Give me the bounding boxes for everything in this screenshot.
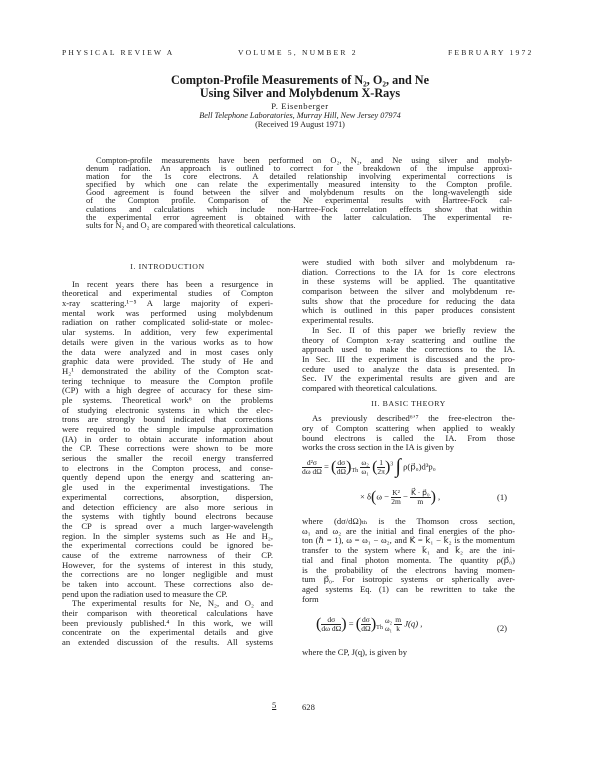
text-line: transfer to the system where k⃗₁ and k⃗₂ are the ini-: [302, 546, 515, 556]
text-line: Compton-profile measurements have been performed on O₂, N₂, and Ne using silver and molyb-: [96, 157, 512, 165]
left-column: [62, 262, 273, 648]
text-line: tum p⃗₀. For isotropic systems or spherically aver-: [302, 575, 515, 585]
text-line: In recent years there has been a resurgence in: [72, 279, 273, 289]
eq2-m-denominator: k: [396, 624, 401, 634]
eq1-delta-omega: ω −: [376, 491, 390, 502]
text-line: ular systems. In addition, very few experimental: [62, 328, 273, 338]
eq1-k2-numerator: K²: [392, 488, 400, 498]
equation-1-number: (1): [496, 492, 507, 503]
right-column: [302, 258, 515, 658]
eq2-profile: J(q) ,: [404, 618, 423, 629]
eq1-kp-numerator: K⃗ · p⃗₀: [411, 488, 430, 498]
eq1-thomson-denominator: dΩ: [336, 467, 346, 477]
text-line: were studied with both silver and molybdenum ra-: [302, 258, 515, 267]
text-line: the corrections are no longer negligible and must: [62, 570, 273, 580]
text-line: an extended discussion of the results. All systems: [62, 638, 273, 648]
text-line: ω₁ and ω₂ are the initial and final energies of the pho-: [302, 526, 515, 536]
text-line: culations and calculations which include non-Hartree-Fock correlation effects show that within: [86, 205, 512, 214]
text-line: serious the smaller the recoil energy transferred: [62, 454, 273, 464]
text-line: x-ray scattering.¹⁻⁵ A large majority of experi-: [62, 299, 273, 309]
text-line: compared with theoretical calculations.: [302, 383, 438, 393]
text-line: the systems with tightly bound electrons because: [62, 512, 273, 522]
received-date: (Received 19 August 1971): [255, 120, 345, 129]
text-line: approach used to make the corrections to the IA.: [302, 345, 515, 355]
eq1-thomson-numerator: dσ: [337, 458, 346, 468]
equation-1-line-2: × δ(ω − $\frac{\text{K²}}{2m}$ − $\frac{\text{K⃗ · p⃗₀}}{m}$ ) , (1): [360, 488, 507, 507]
text-line: form: [302, 594, 319, 604]
eq2-lhs-numerator: dσ: [321, 616, 341, 625]
text-line: experimental corrections, absorption, dispersion,: [62, 492, 273, 502]
text-line: theory of Compton x-ray scattering and outline the: [302, 335, 515, 345]
equation-2-number: (2): [496, 623, 507, 634]
text-line: details were given in the various works as to how: [62, 337, 273, 347]
text-line: comparison between the silver and molybdenum re-: [302, 287, 515, 297]
text-line: In Sec. III the experiment is discussed and the pro-: [302, 354, 515, 364]
text-line: bound electrons is called the IA. From those: [302, 433, 515, 443]
text-line: diation. Corrections to the IA for 1s core electrons: [302, 267, 515, 277]
page-number: 628: [302, 702, 315, 712]
eq2-thomson-numerator: dσ: [362, 615, 370, 625]
text-line: quently depend upon the energy and scattering an-: [62, 473, 273, 483]
text-line: were required to the simple impulse approximation: [62, 425, 273, 435]
text-line: tering technique to measure the Compton profile: [62, 376, 273, 386]
text-line: their comparison with theoretical calculations have: [62, 609, 273, 619]
eq1-integrand: ρ(p⃗₀)d³p₀: [403, 461, 436, 472]
text-line: sults show that the procedure for reducing the data: [302, 296, 515, 306]
text-line: region. In the simpler systems such as He and H₂,: [62, 531, 273, 541]
paper-title-line-1: Compton-Profile Measurements of N₂, O₂, and Ne: [170, 73, 430, 87]
eq2-omega-denominator: ω₁: [385, 624, 393, 633]
eq1-const-numerator: 1: [379, 458, 384, 468]
text-line: been previously published.⁴ In this work, we will: [62, 618, 273, 628]
eq1-omega-numerator: ω₂: [361, 458, 369, 468]
volume-footer: 5: [272, 700, 277, 710]
text-line: which is outlined in this paper produces consistent: [302, 306, 515, 316]
introduction-continued: [302, 258, 515, 394]
text-line: the experimental error agreement is obtained with the latter calculation. The experimental re-: [86, 213, 512, 222]
eq2-omega-numerator: ω₂: [385, 616, 393, 625]
text-line: H₂¹ demonstrated the ability of the Compton scat-: [62, 366, 273, 376]
text-line: ton (ℏ = 1), ω = ω₁ − ω₂, and K⃗ = k⃗₁ − k⃗₂ is the momentum: [302, 536, 515, 546]
text-line: gle used in the experimental investigations. The: [62, 483, 273, 493]
paper-title-line-2: Using Silver and Molybdenum X-Rays: [199, 86, 401, 100]
text-line: where (dσ/dΩ)ₜₕ is the Thomson cross section,: [302, 517, 515, 527]
text-line: ple systems. Theoretical work⁶ on the problems: [62, 395, 273, 405]
text-line: and detection efficiency are also more serious in: [62, 502, 273, 512]
text-line: theoretical and experimental studies of Compton: [62, 289, 273, 299]
text-line: works the cross section in the IA is given by: [302, 443, 455, 453]
text-line: the CP is spread over a much larger-wavelength: [62, 521, 273, 531]
text-line: (IA) in order to obtain accurate information about: [62, 434, 273, 444]
text-line: mation for the 1s core electrons. A detailed relationship involving experimental corrections is: [86, 173, 512, 182]
text-line: experimental results.: [302, 316, 374, 326]
eq2-thomson-subscript: Th: [376, 625, 383, 632]
text-line: in these systems will be applied. The quantitative: [302, 277, 515, 287]
text-after-equation-2: where the CP, J(q), is given by: [302, 648, 408, 658]
text-line: sults for N₂ and O₂ are compared with theoretical calculations.: [86, 221, 296, 230]
text-line: specified by which one can relate the experimentally measured intensity to the Compton profile.: [86, 181, 512, 190]
text-line: the experimental corrections could be ignored be-: [62, 541, 273, 551]
volume-number: VOLUME 5, NUMBER 2: [238, 48, 358, 57]
text-line: be taken into account. These corrections also de-: [62, 580, 273, 590]
text-line: the data were analyzed and in most cases only: [62, 347, 273, 357]
eq1-const-denominator: 2π: [377, 467, 385, 477]
introduction-text: [62, 280, 273, 648]
eq2-m-numerator: m: [395, 615, 402, 625]
text-line: is the probability of the electrons having momen-: [302, 565, 515, 575]
text-line: cedure used to analyze the data is presented. In: [302, 364, 515, 374]
text-line: denum radiation. An approach is outlined to correct for the breakdown of the impulse approxi-: [86, 165, 512, 174]
issue-date: FEBRUARY 1972: [448, 48, 534, 57]
text-line: tial and final photon momenta. The quantity ρ(p⃗₀): [302, 555, 515, 565]
section-heading-basic-theory: II. BASIC THEORY: [371, 398, 446, 408]
text-line: Good agreement is found between the silver and molybdenum results on the long-wavelength side: [86, 189, 512, 198]
text-line: radiation on rather complicated solid-state or molec-: [62, 318, 273, 328]
text-line: As previously described⁶ʼ⁷ the free-electron the-: [312, 414, 515, 424]
eq1-lhs-denominator: dω dΩ: [302, 467, 322, 477]
text-line: trons are strongly bound indicated that corrections: [62, 415, 273, 425]
eq1-k2-denominator: 2m: [391, 497, 401, 507]
eq2-lhs-denominator: dω dΩ: [321, 624, 342, 634]
text-line: of the Compton profile. Comparison of the Ne experimental results with Hartree-Fock cal-: [86, 197, 512, 206]
eq2-thomson-denominator: dΩ: [361, 624, 371, 634]
basic-theory-text-1: [302, 414, 515, 453]
text-line: mental work was performed using molybdenum: [62, 308, 273, 318]
eq1-lhs-numerator: d²σ: [302, 459, 322, 468]
eq1-omega-denominator: ω₁: [361, 467, 369, 477]
basic-theory-text-2: [302, 517, 515, 604]
text-line: In Sec. II of this paper we briefly review the: [312, 325, 515, 335]
eq1-kp-denominator: m: [417, 497, 424, 507]
text-line: However, for the systems of interest in this study,: [62, 560, 273, 570]
eq1-delta: × δ: [360, 491, 372, 502]
text-line: aged systems Eq. (1) can be rewritten to take the: [302, 584, 515, 594]
text-line: (CP) with a high degree of accuracy for these sim-: [62, 386, 273, 396]
journal-name: PHYSICAL REVIEW A: [62, 48, 175, 57]
text-line: of studying electronic systems in which the elec-: [62, 405, 273, 415]
text-line: graphic data were provided. The study of He and: [62, 357, 273, 367]
text-line: ory of Compton scattering when applied to weakly: [302, 424, 515, 434]
affiliation: Bell Telephone Laboratories, Murray Hill, New Jersey 07974: [199, 111, 401, 120]
text-line: cause of the extreme narrowness of their CP.: [62, 550, 273, 560]
text-line: Sec. IV the experimental results are given and are: [302, 374, 515, 384]
equation-1-line-1: $\frac{\text{d²σ}}{\text{dω dΩ}}$ = ( $\frac{d\sigma}{d\Omega}$ )$_{Th}$ $\frac{\text{ω₂}}{\text{ω₁}}$ ( $\frac{1}{2\pi}$ )$^3$ ∫ ρ(p⃗₀)d³p₀: [302, 455, 436, 478]
abstract: [86, 157, 512, 230]
text-line: pend upon the radiation used to measure the CP.: [62, 589, 228, 599]
text-line: concentrate on the experimental details and give: [62, 628, 273, 638]
text-line: to electrons in the Compton process, and conse-: [62, 463, 273, 473]
equation-2: ( $\frac{d\sigma}{\text{dω dΩ}}$ ) = ( $\frac{d\sigma}{d\Omega}$ )$_{Th}$ ω₂ ω₁ $\frac{m}{k}$ J(q) , (2): [316, 615, 507, 634]
text-line: The experimental results for Ne, N₂, and O₂ and: [72, 599, 273, 609]
author: P. Eisenberger: [271, 101, 329, 111]
text-line: the CP. These corrections were shown to be more: [62, 444, 273, 454]
section-heading-introduction: I. INTRODUCTION: [130, 262, 205, 271]
eq1-thomson-subscript: Th: [351, 468, 359, 475]
